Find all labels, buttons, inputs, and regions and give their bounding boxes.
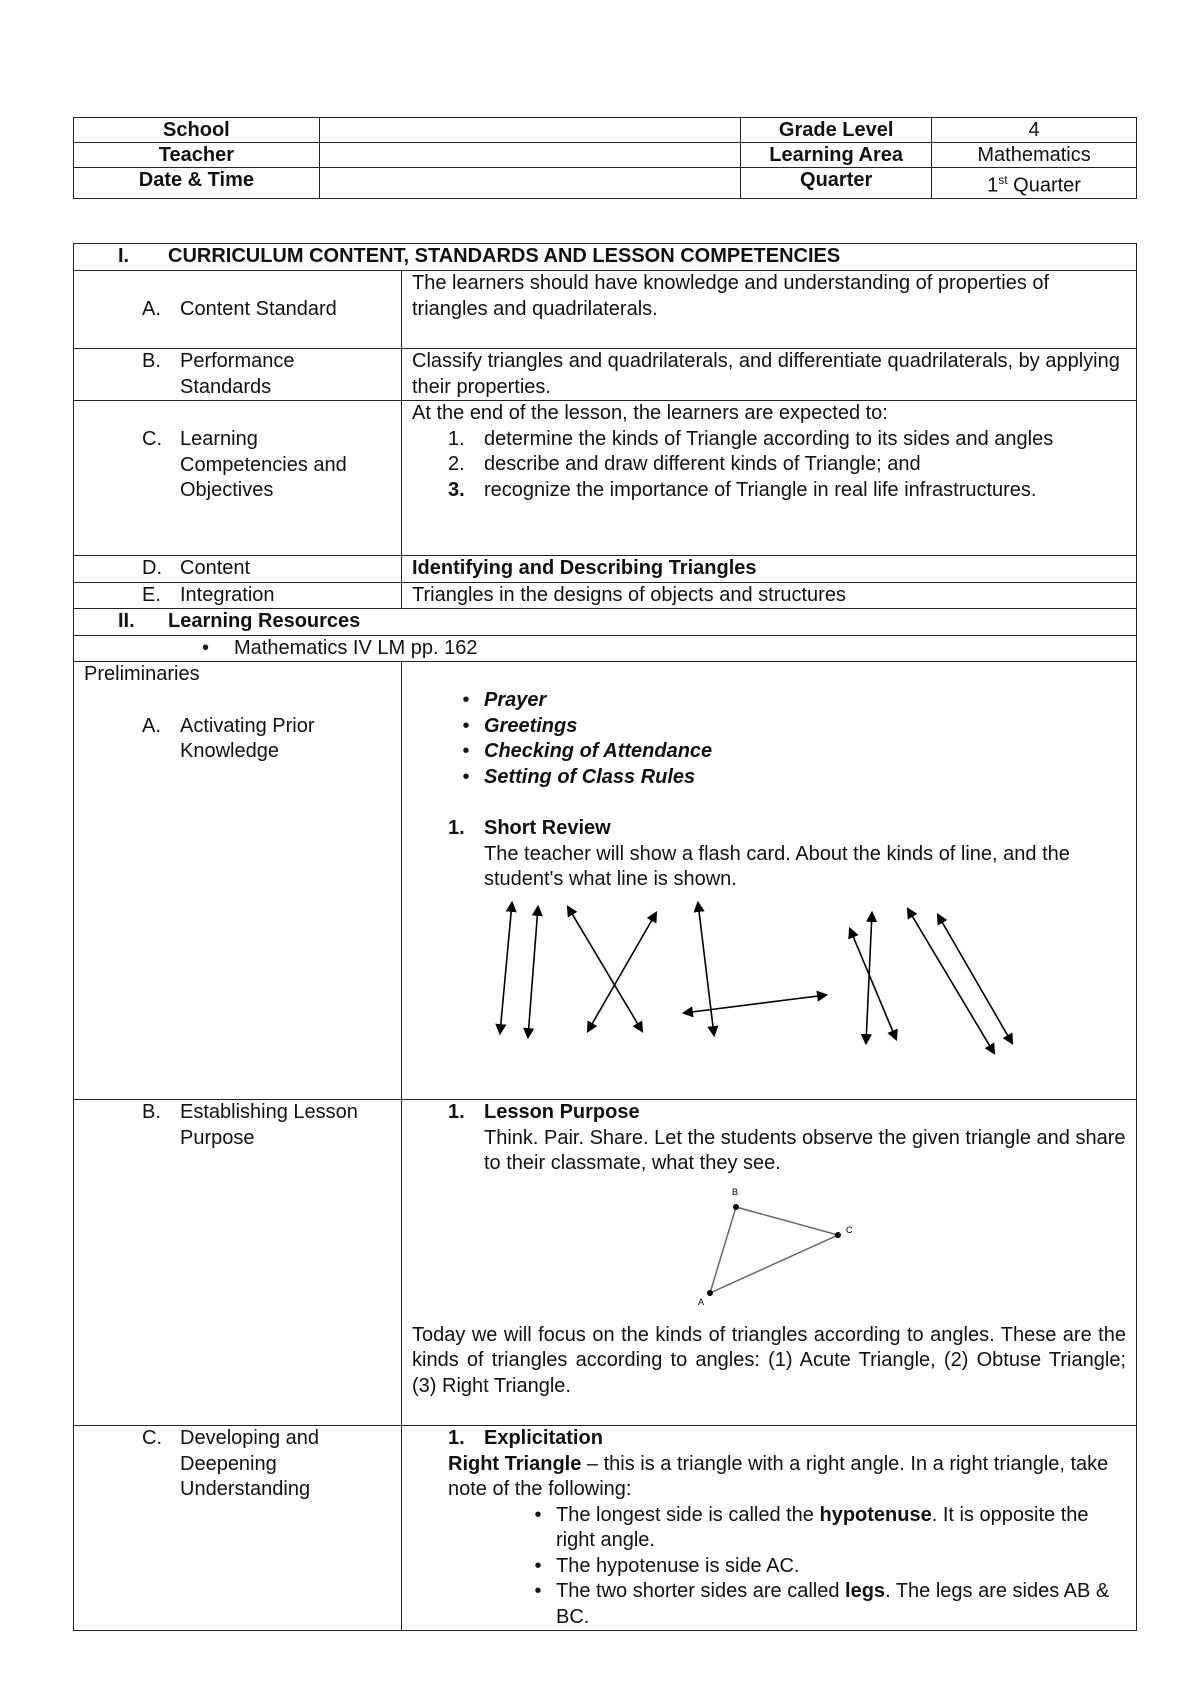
- preliminaries-title: Preliminaries: [84, 663, 200, 685]
- content-standard-text: The learners should have knowledge and understanding of properties of triangles and quadrilaterals.: [402, 271, 1137, 349]
- vertex-c: [835, 1232, 841, 1238]
- short-review-heading: 1. Short Review: [448, 817, 611, 839]
- quarter-label: Quarter: [741, 168, 932, 199]
- content-label: D. Content: [74, 556, 402, 583]
- vertex-b-label: B: [732, 1186, 739, 1197]
- objectives-list: [412, 427, 1126, 504]
- arrow-line: [908, 909, 994, 1053]
- preliminaries-label: Preliminaries A. Activating Prior Knowledge: [74, 662, 402, 1100]
- grade-level-label: Grade Level: [741, 118, 932, 143]
- school-value: [319, 118, 740, 143]
- rt-bullet: • The two shorter sides are called legs. The legs are sides AB & BC.: [534, 1580, 1110, 1628]
- resource-text: Mathematics IV LM pp. 162: [234, 636, 478, 659]
- section-2-heading: II. Learning Resources: [74, 609, 1137, 636]
- arrow-line: [698, 903, 714, 1035]
- lesson-purpose-text: Think. Pair. Share. Let the students observe the given triangle and share to their classmate, what they see.: [484, 1126, 1126, 1174]
- vertex-b: [733, 1204, 739, 1210]
- content-standard-label: A. Content Standard: [74, 271, 402, 349]
- arrow-line: [684, 995, 826, 1013]
- rt-bullet: • The hypotenuse is side AC.: [534, 1554, 800, 1577]
- teacher-label: Teacher: [74, 143, 320, 168]
- prelim-bullet: • Checking of Attendance: [462, 740, 713, 762]
- date-time-value: [319, 168, 740, 199]
- performance-standards-label: B. Performance Standards: [74, 349, 402, 401]
- objective-item: 1. determine the kinds of Triangle according to its sides and angles: [448, 427, 1054, 450]
- developing-cell: [402, 1426, 1137, 1631]
- explicitation-heading: 1. Explicitation: [448, 1427, 603, 1449]
- prelim-bullet: • Setting of Class Rules: [462, 765, 696, 788]
- lesson-plan-table: [73, 243, 1137, 1631]
- arrow-line: [568, 907, 642, 1031]
- header-table: [73, 117, 1137, 199]
- vertex-a-label: A: [698, 1296, 705, 1307]
- competencies-label: C. Learning Competencies and Objectives: [74, 401, 402, 556]
- teacher-value: [319, 143, 740, 168]
- lesson-purpose-label: B. Establishing Lesson Purpose: [74, 1100, 402, 1426]
- learning-area-value: Mathematics: [932, 143, 1137, 168]
- date-time-label: Date & Time: [74, 168, 320, 199]
- quarter-value: 1st Quarter: [932, 168, 1137, 199]
- short-review-text: The teacher will show a flash card. About the kinds of line, and the student's what line is shown.: [484, 842, 1070, 890]
- competencies-cell: [402, 401, 1137, 556]
- school-label: School: [74, 118, 320, 143]
- preliminaries-cell: [402, 662, 1137, 1100]
- arrow-line: [850, 929, 896, 1039]
- performance-standards-text: Classify triangles and quadrilaterals, and differentiate quadrilaterals, by applying their properties.: [402, 349, 1137, 401]
- lesson-purpose-cell: [402, 1100, 1137, 1426]
- rt-bullet: • The longest side is called the hypotenuse. It is opposite the right angle.: [534, 1503, 1089, 1551]
- resource-row: • Mathematics IV LM pp. 162: [74, 635, 1137, 662]
- arrow-line: [588, 913, 656, 1031]
- objective-item: 3. recognize the importance of Triangle in real life infrastructures.: [448, 478, 1037, 501]
- prelim-bullet: • Prayer: [462, 689, 547, 711]
- triangle-abc: [710, 1207, 838, 1293]
- lesson-purpose-heading: 1. Lesson Purpose: [448, 1101, 640, 1123]
- triangle-abc-figure: [402, 1177, 1126, 1317]
- right-triangle-definition: Right Triangle – this is a triangle with a right angle. In a right triangle, take note of the following:: [448, 1452, 1109, 1500]
- integration-label: E. Integration: [74, 582, 402, 609]
- learning-area-label: Learning Area: [741, 143, 932, 168]
- prelim-bullet: • Greetings: [462, 714, 578, 737]
- arrow-line: [528, 907, 538, 1037]
- developing-label: C. Developing and Deepening Understanding: [74, 1426, 402, 1631]
- vertex-c-label: C: [846, 1224, 853, 1235]
- line-flashcards-figure: [402, 893, 1126, 1063]
- integration-text: Triangles in the designs of objects and structures: [402, 582, 1137, 609]
- vertex-a: [707, 1290, 713, 1296]
- grade-level-value: 4: [932, 118, 1137, 143]
- objective-item: 2. describe and draw different kinds of Triangle; and: [448, 453, 921, 475]
- arrow-line: [500, 903, 512, 1033]
- content-text: Identifying and Describing Triangles: [402, 556, 1137, 583]
- competencies-intro: At the end of the lesson, the learners are expected to:: [412, 402, 888, 424]
- lesson-focus-text: Today we will focus on the kinds of triangles according to angles. These are the kinds of triangles according to angles: (1) Acute Triangle, (2) Obtuse Triangle; (3) Right Triangle.: [412, 1323, 1126, 1397]
- section-1-heading: I. CURRICULUM CONTENT, STANDARDS AND LESSON COMPETENCIES: [74, 244, 1137, 271]
